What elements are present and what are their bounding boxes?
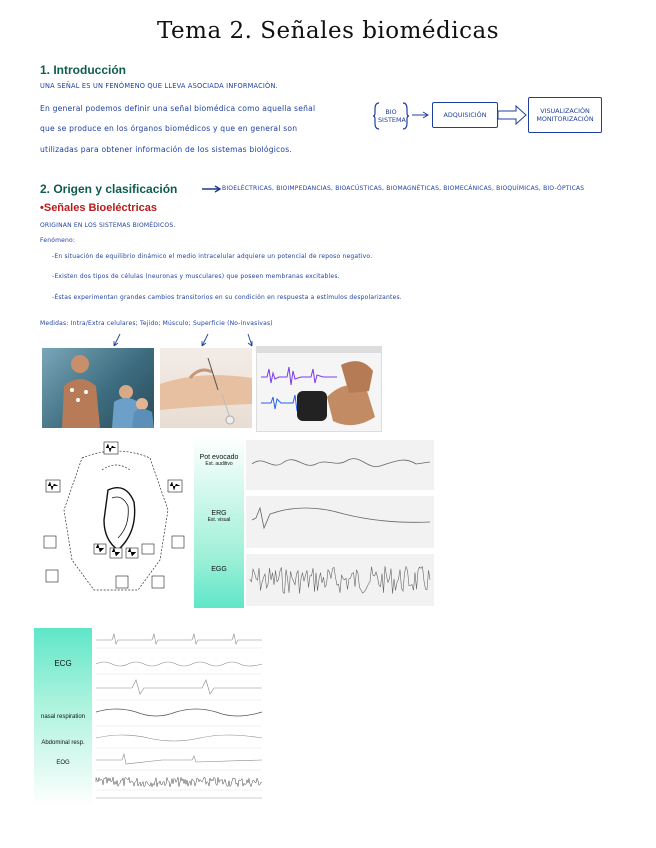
body-electrode-diagram <box>42 440 190 608</box>
polysomnography-traces <box>92 628 266 806</box>
label-egg-name: EGG <box>211 566 227 573</box>
label-ecg: ECG <box>54 659 72 668</box>
label-pot-evocado-sub: Est. auditivo <box>205 460 233 467</box>
bullet-1: -En situación de equilibrio dinámico el medio intracelular adquiere un potencial de reposo negativo. <box>52 253 373 260</box>
measurements-text: Medidas: Intra/Extra celulares; Tejido; Músculo; Superficie (No-invasivas) <box>40 320 273 327</box>
intro-para-line-3: utilizadas para obtener información de los sistemas biológicos. <box>40 145 293 154</box>
arrow-right-large-icon <box>498 104 528 126</box>
photo-emg-hand <box>256 346 382 432</box>
label-pot-evocado <box>194 454 244 467</box>
label-erg <box>194 510 244 523</box>
evoked-signals-panel <box>194 436 438 608</box>
subheading-bioelectricas-text: •Señales Bioeléctricas <box>40 202 157 214</box>
section-heading-introduccion: 1. Introducción <box>40 63 127 77</box>
label-abdominal-resp: Abdominal resp. <box>41 740 85 746</box>
origin-text: ORIGINAN EN LOS SISTEMAS BIOMÉDICOS. <box>40 222 176 229</box>
label-pot-evocado-name: Pot evocado <box>199 454 239 461</box>
label-nasal-respiration: nasal respiration <box>40 714 86 720</box>
signal-types-list: BIOELÉCTRICAS, BIOIMPEDANCIAS, BIOACÚSTICAS, BIOMAGNÉTICAS, BIOMECÁNICAS, BIOQUÍMICAS, BIO-ÓPTICAS <box>222 185 585 192</box>
acquisition-flow-diagram <box>372 96 612 142</box>
bullet-3: -Éstas experimentan grandes cambios transitorios en su condición en respuesta a estímulos despolarizantes. <box>52 294 402 301</box>
evoked-signal-traces <box>244 436 438 608</box>
bullet-2: -Existen dos tipos de células (neuronas y musculares) que poseen membranas excitables. <box>52 273 340 280</box>
photo-stress-test <box>42 348 154 428</box>
fenomeno-label: Fenómeno: <box>40 237 76 244</box>
flow-box-visualizacion: VISUALIZACIÓN MONITORIZACIÓN <box>528 97 602 133</box>
label-erg-sub: Est. visual <box>207 516 231 523</box>
intro-para-line-2: que se produce en los órganos biomédicos y que en general son <box>40 124 298 133</box>
intro-definition: UNA SEÑAL ES UN FENÓMENO QUE LLEVA ASOCIADA INFORMACIÓN. <box>40 82 278 90</box>
flow-box-biosistema-label: BIO SISTEMA <box>378 107 406 124</box>
arrow-right-icon <box>202 185 222 193</box>
polysomnography-panel <box>34 628 266 806</box>
flow-box-biosistema <box>372 100 410 132</box>
page-title: Tema 2. Señales biomédicas <box>156 18 500 44</box>
photo-intramuscular-needle <box>160 348 252 428</box>
intro-para-line-1: En general podemos definir una señal biomédica como aquella señal <box>40 104 316 113</box>
brace-icon <box>373 101 409 131</box>
arrow-right-icon <box>412 111 430 119</box>
flow-box-adquisicion: ADQUISICIÓN <box>432 102 498 128</box>
label-erg-name: ERG <box>211 510 227 517</box>
label-egg <box>194 566 244 574</box>
subheading-bioelectricas <box>40 202 157 214</box>
label-eog: EOG <box>56 760 70 766</box>
section-heading-origen: 2. Origen y clasificación <box>40 182 178 196</box>
